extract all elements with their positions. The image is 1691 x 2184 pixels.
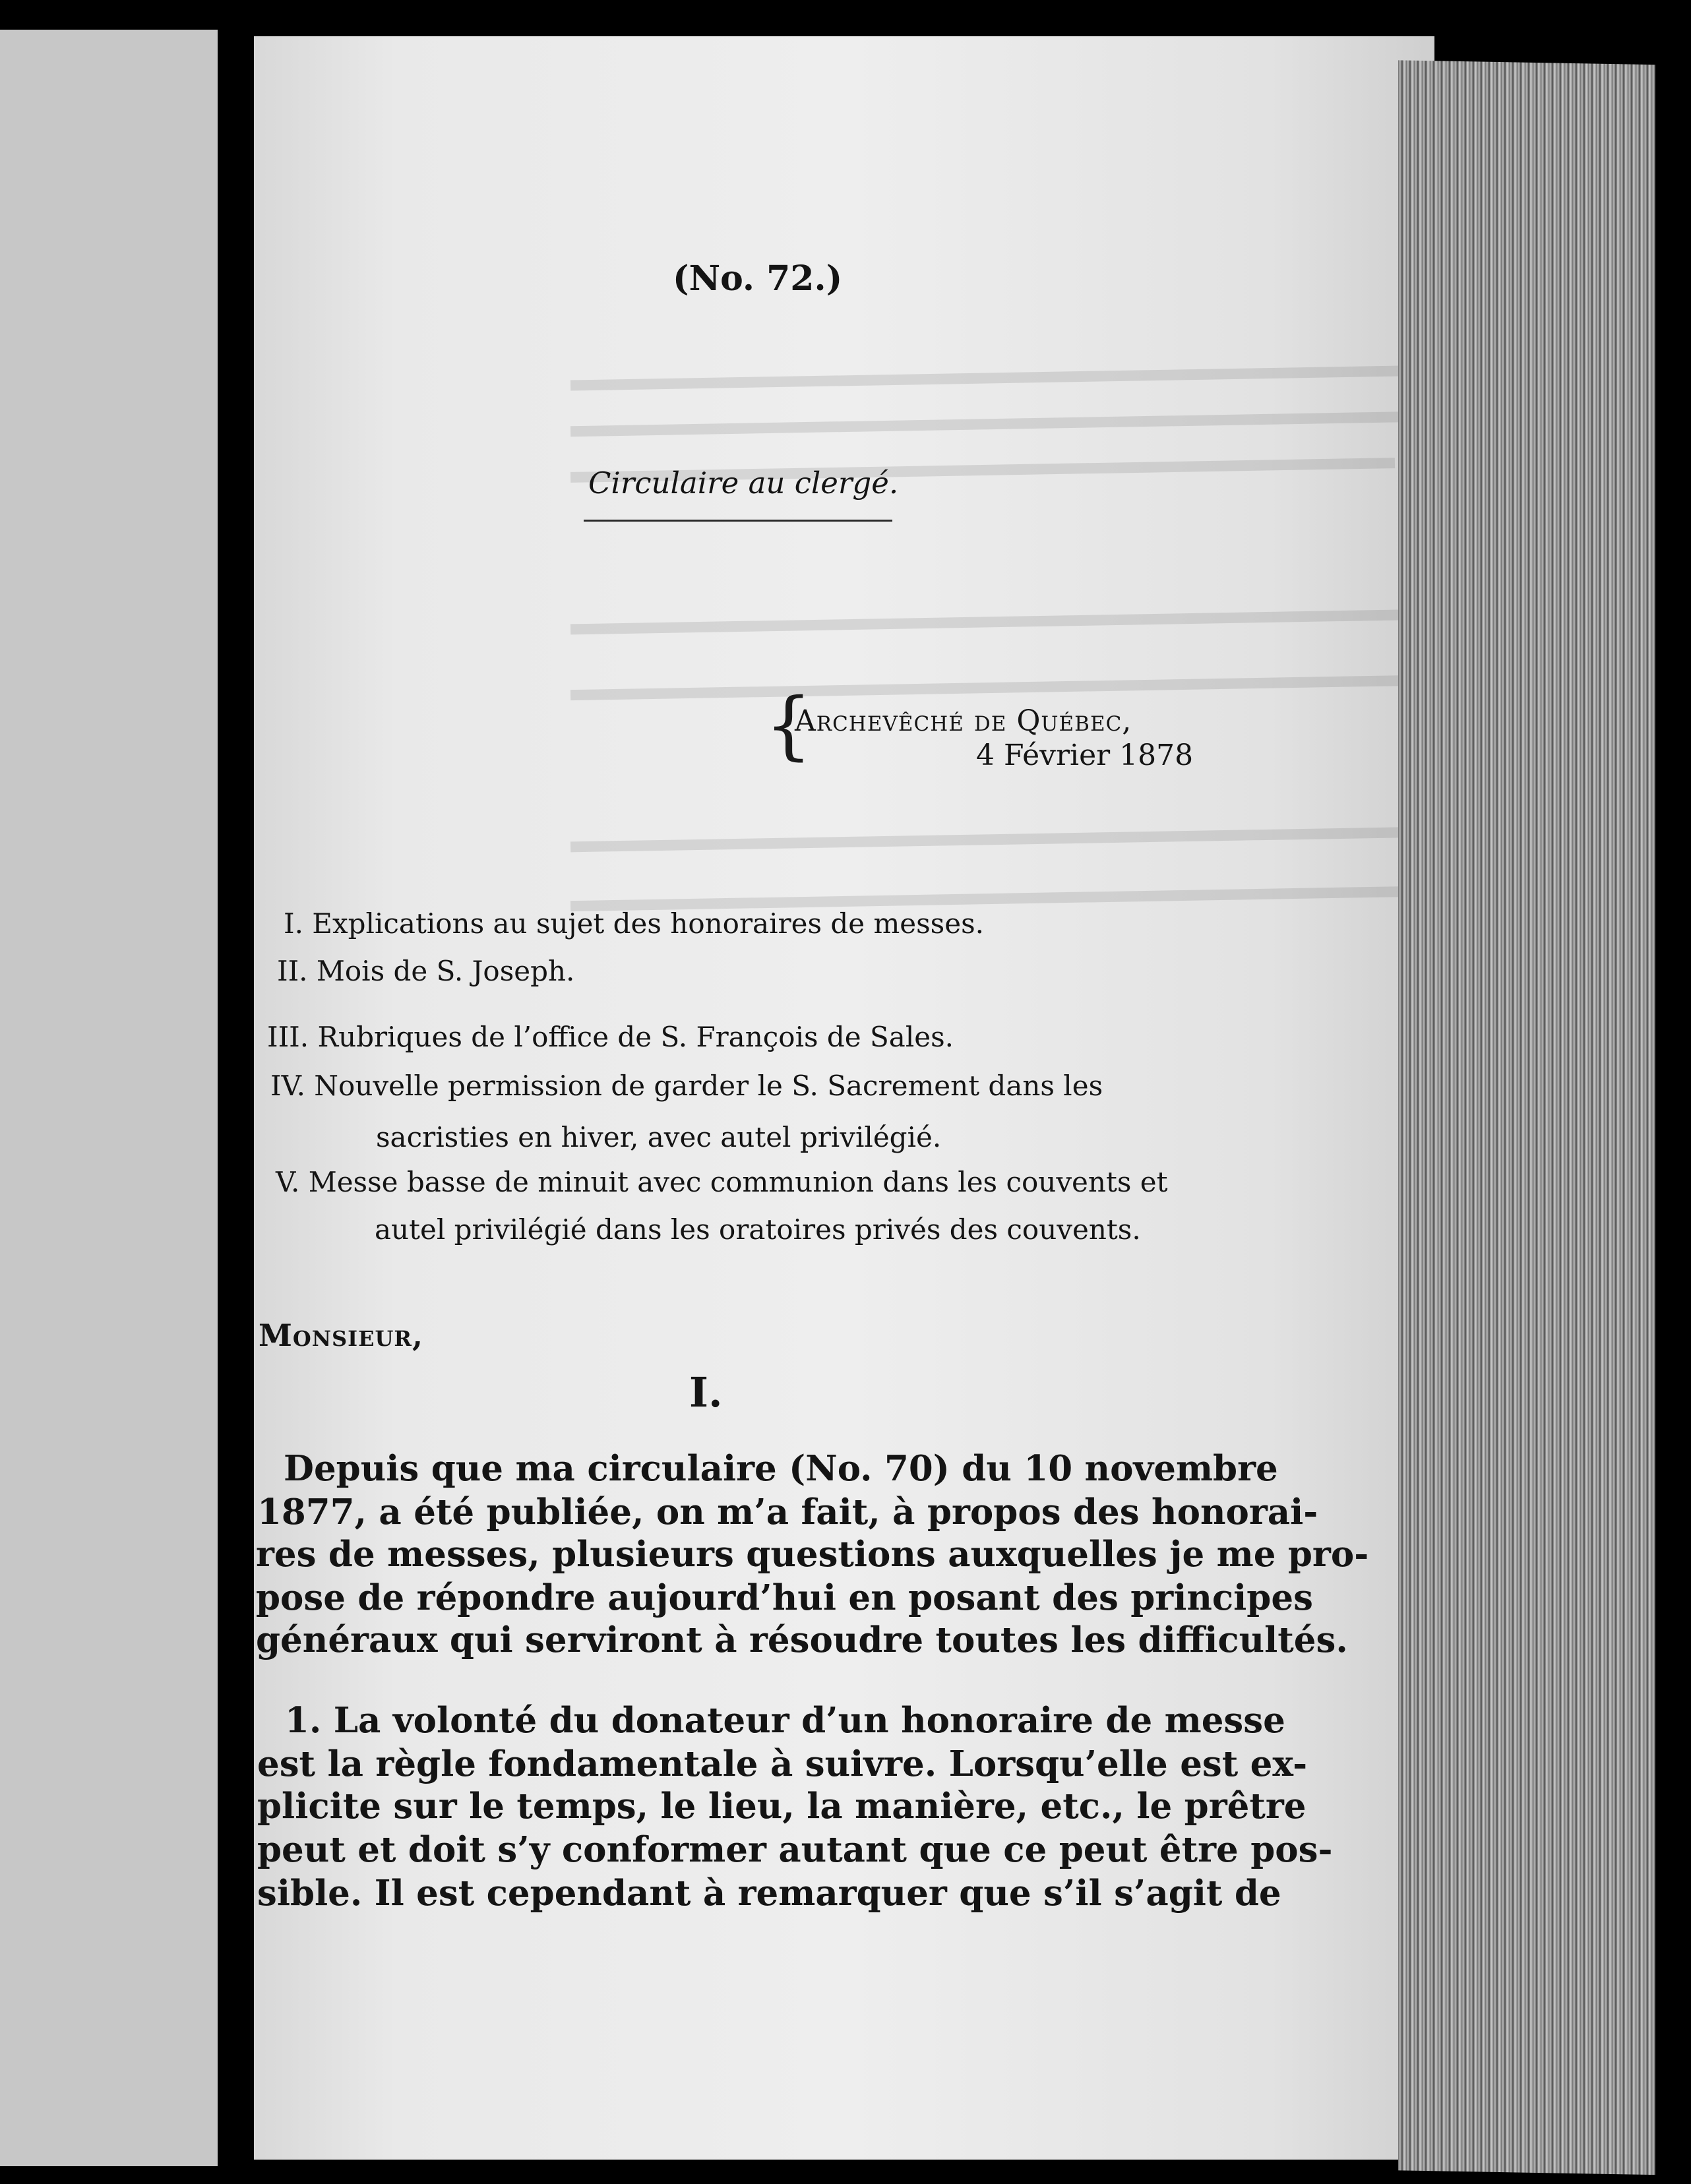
address-brace: {	[765, 682, 813, 768]
summary-item: II. Mois de S. Joseph.	[277, 955, 575, 987]
summary-item: IV. Nouvelle permission de garder le S. Sacrement dans les	[270, 1070, 1103, 1102]
body-line: pose de répondre aujourd’hui en posant des principes	[256, 1577, 1313, 1618]
body-line: Depuis que ma circulaire (No. 70) du 10 novembre	[284, 1448, 1278, 1489]
body-line: 1877, a été publiée, on m’a fait, à propos des honorai-	[257, 1492, 1318, 1532]
circular-number: (No. 72.)	[673, 258, 843, 299]
body-line: généraux qui serviront à résoudre toutes les difficultés.	[256, 1620, 1348, 1660]
book-binding	[218, 30, 254, 2166]
summary-item: I. Explications au sujet des honoraires de messes.	[284, 907, 984, 940]
show-through-line	[570, 609, 1434, 635]
show-through-line	[570, 365, 1434, 390]
summary-item: V. Messe basse de minuit avec communion dans les couvents et	[276, 1166, 1168, 1198]
section-heading: I.	[689, 1368, 723, 1416]
summary-item-continuation: autel privilégié dans les oratoires privés des couvents.	[375, 1213, 1141, 1246]
body-line: est la règle fondamentale à suivre. Lorsqu’elle est ex-	[257, 1744, 1308, 1784]
body-line: sible. Il est cependant à remarquer que s’il s’agit de	[257, 1873, 1281, 1914]
show-through-line	[570, 827, 1428, 853]
date-line: 4 Février 1878	[976, 739, 1194, 772]
circular-subtitle: Circulaire au clergé.	[588, 466, 899, 501]
salutation: Monsieur,	[259, 1318, 424, 1353]
summary-item-continuation: sacristies en hiver, avec autel privilégié.	[376, 1121, 942, 1153]
body-line: res de messes, plusieurs questions auxquelles je me pro-	[256, 1534, 1369, 1575]
place-line: Archevêché de Québec,	[795, 704, 1132, 738]
scan-dark-edge	[1655, 0, 1691, 2184]
left-page-edge	[0, 30, 220, 2166]
summary-item: III. Rubriques de l’office de S. François de Sales.	[267, 1021, 954, 1053]
body-line: peut et doit s’y conformer autant que ce peut être pos-	[257, 1829, 1333, 1870]
body-line: 1. La volonté du donateur d’un honoraire de messe	[285, 1700, 1285, 1741]
body-line: plicite sur le temps, le lieu, la manière, etc., le prêtre	[257, 1786, 1307, 1827]
subtitle-underline	[584, 520, 892, 522]
stacked-page-edges	[1398, 60, 1675, 2175]
show-through-line	[570, 675, 1415, 700]
show-through-line	[570, 411, 1421, 437]
